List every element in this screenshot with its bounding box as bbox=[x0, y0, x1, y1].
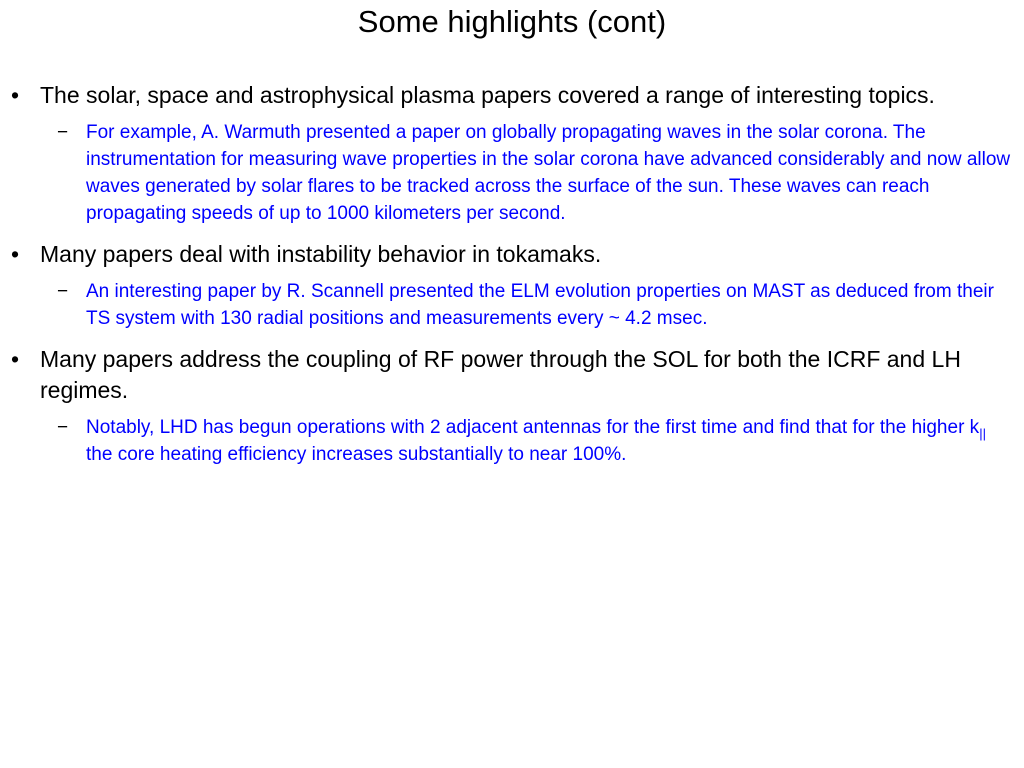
bullet-text: Many papers deal with instability behavior in tokamaks. bbox=[40, 241, 602, 267]
sub-bullet-item-2 bbox=[0, 278, 1024, 332]
bullet-icon: • bbox=[11, 346, 20, 372]
sub-bullet-text bbox=[86, 417, 986, 465]
sub-bullet-text-end: the core heating efficiency increases substantially to near 100%. bbox=[86, 444, 627, 465]
sub-bullet-item-1 bbox=[0, 119, 1024, 227]
bullet-text: Many papers address the coupling of RF power through the SOL for both the ICRF and LH regimes. bbox=[40, 346, 961, 403]
slide-title: Some highlights (cont) bbox=[357, 4, 667, 39]
parallel-subscript: || bbox=[979, 426, 986, 441]
sub-bullet-item-3 bbox=[0, 414, 1024, 468]
dash-icon: − bbox=[57, 122, 69, 143]
bullet-item-2 bbox=[0, 239, 1024, 270]
bullet-text: The solar, space and astrophysical plasma papers covered a range of interesting topics. bbox=[40, 82, 935, 108]
bullet-icon: • bbox=[11, 82, 20, 108]
slide-content bbox=[0, 80, 1024, 480]
bullet-icon: • bbox=[11, 241, 20, 267]
sub-bullet-text: An interesting paper by R. Scannell presented the ELM evolution properties on MAST as deduced from their TS system with 130 radial positions and measurements every ~ 4.2 msec. bbox=[86, 281, 994, 329]
sub-bullet-text: For example, A. Warmuth presented a paper on globally propagating waves in the solar corona. The instrumentation for measuring wave properties in the solar corona have advanced considerably and now allow waves generated by solar flares to be tracked across the surface of the sun. These waves can reach propagating speeds of up to 1000 kilometers per second. bbox=[86, 122, 1011, 224]
bullet-item-1 bbox=[0, 80, 1024, 111]
sub-bullet-text-start: Notably, LHD has begun operations with 2 adjacent antennas for the first time and find that for the higher k bbox=[86, 417, 980, 438]
dash-icon: − bbox=[57, 281, 69, 302]
bullet-item-3 bbox=[0, 344, 1024, 406]
dash-icon: − bbox=[57, 417, 69, 438]
